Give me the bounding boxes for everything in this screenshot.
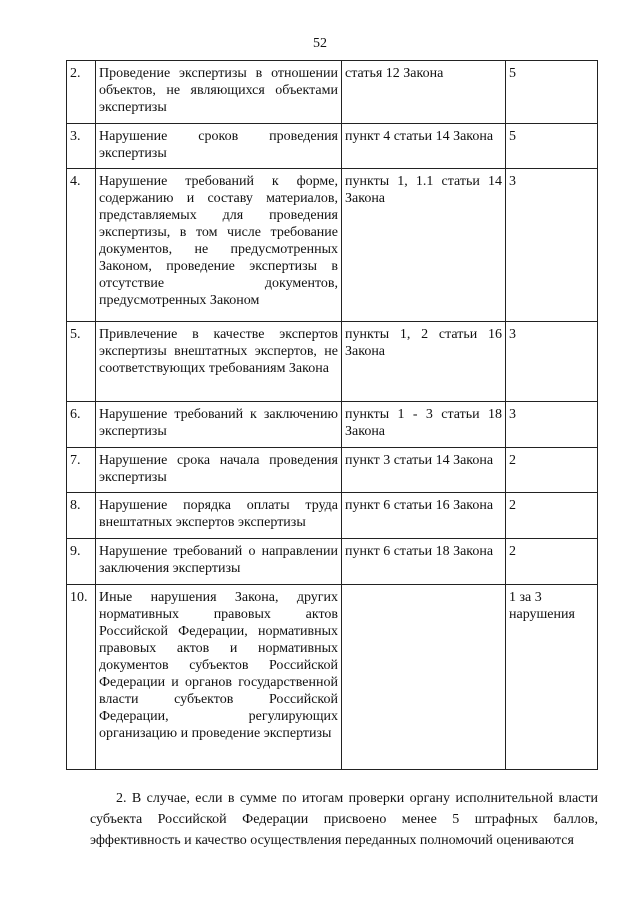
table-row [67,124,598,169]
penalty-points: 3 [506,402,598,448]
law-reference: пункт 6 статьи 18 Закона [342,539,506,585]
penalty-points: 3 [506,322,598,402]
table-row [67,539,598,585]
law-reference [342,585,506,770]
law-reference: пункт 4 статьи 14 Закона [342,124,506,169]
violation-description: Нарушение сроков проведения экспертизы [96,124,342,169]
body-paragraph: 2. В случае, если в сумме по итогам проверки органу исполнительной власти субъекта Российской Федерации присвоено менее 5 штрафных баллов, эффективность и качество осуществления переданных полномочий оцениваются [90,791,598,848]
violation-description: Иные нарушения Закона, других нормативных правовых актов Российской Федерации, нормативных правовых актов и нормативных документов субъектов Российской Федерации и органов государственной власти субъектов Российской Федерации, регулирующих организацию и проведение экспертизы [96,585,342,770]
penalty-points: 5 [506,124,598,169]
table-row [67,61,598,124]
row-number: 7. [67,448,96,493]
row-number: 9. [67,539,96,585]
law-reference: пункты 1, 2 статьи 16 Закона [342,322,506,402]
penalty-points: 1 за 3 нарушения [506,585,598,770]
violation-description: Нарушение требований к заключению экспертизы [96,402,342,448]
penalty-points: 5 [506,61,598,124]
row-number: 2. [67,61,96,124]
row-number: 8. [67,493,96,539]
law-reference: пункт 3 статьи 14 Закона [342,448,506,493]
violation-description: Привлечение в качестве экспертов экспертизы внештатных экспертов, не соответствующих требованиям Закона [96,322,342,402]
law-reference: пункт 6 статьи 16 Закона [342,493,506,539]
law-reference: пункты 1 - 3 статьи 18 Закона [342,402,506,448]
violation-description: Нарушение требований к форме, содержанию и составу материалов, представляемых для проведения экспертизы, в том числе требование документов, не предусмотренных Законом, проведение экспертизы в отсутствие документов, предусмотренных Законом [96,169,342,322]
penalty-points: 2 [506,493,598,539]
penalty-points: 2 [506,448,598,493]
table-row [67,493,598,539]
row-number: 3. [67,124,96,169]
page-number: 52 [313,36,327,51]
penalty-points: 2 [506,539,598,585]
row-number: 10. [67,585,96,770]
table-row [67,402,598,448]
violation-description: Нарушение срока начала проведения экспертизы [96,448,342,493]
violation-description: Нарушение требований о направлении заключения экспертизы [96,539,342,585]
row-number: 4. [67,169,96,322]
table-row [67,585,598,770]
violation-description: Проведение экспертизы в отношении объектов, не являющихся объектами экспертизы [96,61,342,124]
violation-description: Нарушение порядка оплаты труда внештатных экспертов экспертизы [96,493,342,539]
table-row [67,448,598,493]
violations-table [66,60,598,770]
table-row [67,322,598,402]
table-row [67,169,598,322]
penalty-points: 3 [506,169,598,322]
law-reference: статья 12 Закона [342,61,506,124]
row-number: 6. [67,402,96,448]
row-number: 5. [67,322,96,402]
law-reference: пункты 1, 1.1 статьи 14 Закона [342,169,506,322]
